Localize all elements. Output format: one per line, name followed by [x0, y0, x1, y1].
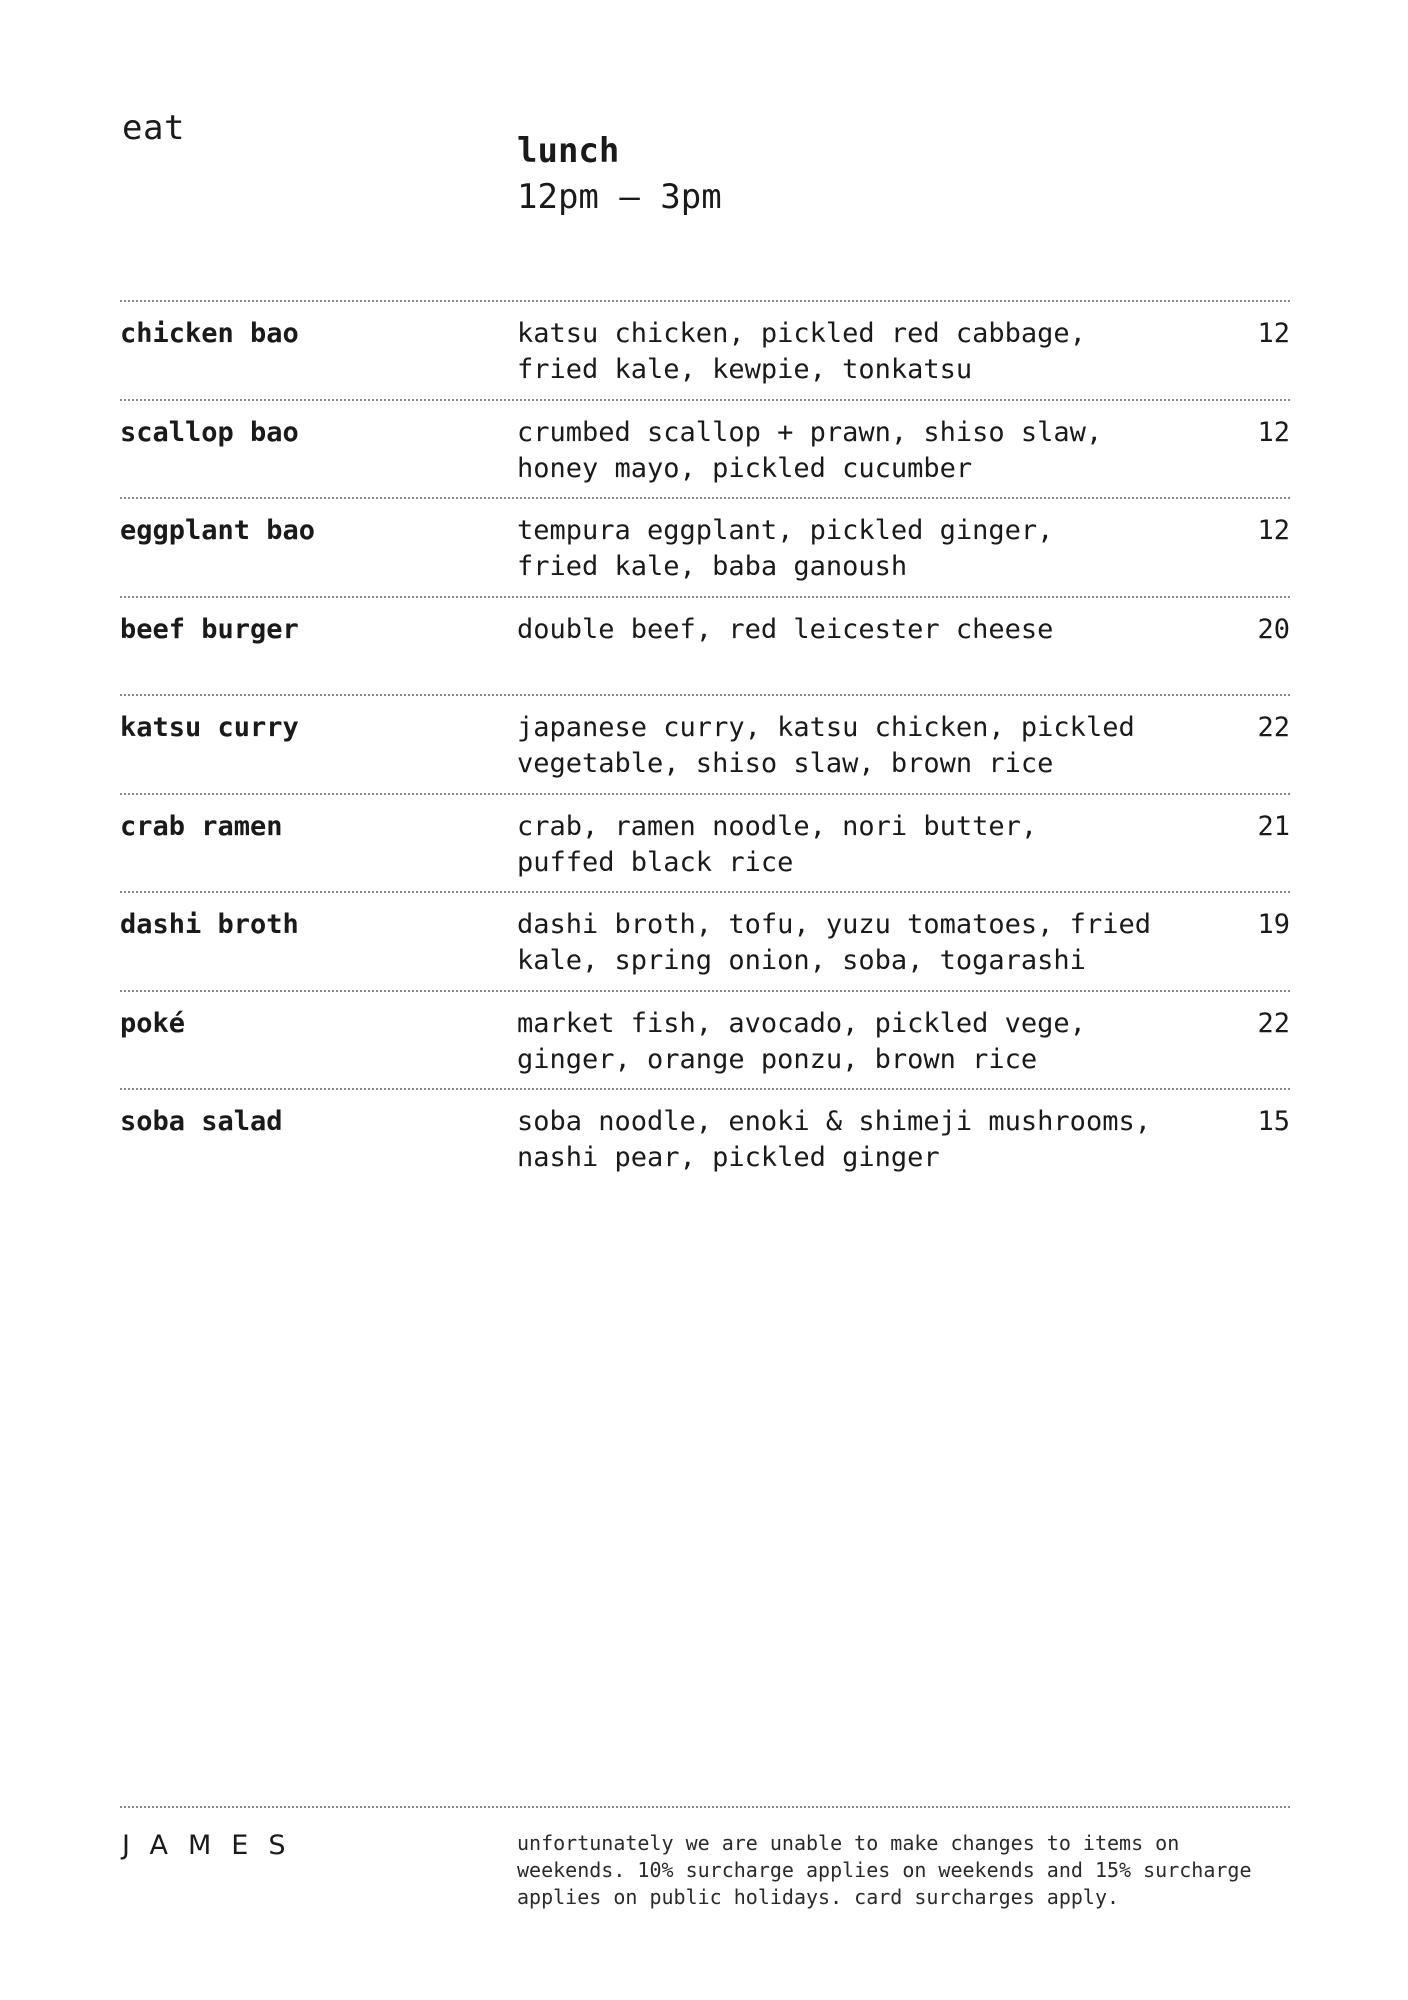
menu-row	[120, 891, 1290, 990]
dish-name: crab ramen	[120, 810, 283, 842]
dish-description: dashi broth, tofu, yuzu tomatoes, fried kale, spring onion, soba, togarashi	[517, 909, 1151, 976]
dish-description: japanese curry, katsu chicken, pickled vegetable, shiso slaw, brown rice	[517, 712, 1135, 779]
dish-name: eggplant bao	[120, 515, 316, 546]
dish-description: market fish, avocado, pickled vege, ginger, orange ponzu, brown rice	[517, 1007, 1086, 1075]
meal-hours: 12pm — 3pm	[517, 177, 722, 217]
menu-row	[120, 1088, 1290, 1187]
menu-row	[120, 596, 1290, 695]
menu-row	[120, 990, 1290, 1089]
dish-price: 15	[1257, 1106, 1290, 1137]
dish-price: 20	[1257, 613, 1290, 645]
dish-price: 12	[1257, 416, 1290, 448]
dish-description: double beef, red leicester cheese	[517, 613, 1054, 645]
menu-row	[120, 694, 1290, 793]
dish-description: crumbed scallop + prawn, shiso slaw, honey mayo, pickled cucumber	[517, 416, 1103, 484]
dish-price: 21	[1257, 810, 1290, 842]
dish-description: soba noodle, enoki & shimeji mushrooms, nashi pear, pickled ginger	[517, 1106, 1151, 1173]
dish-name: soba salad	[120, 1106, 283, 1137]
dish-price: 22	[1257, 712, 1290, 743]
dish-name: katsu curry	[120, 712, 299, 743]
dish-name: poké	[120, 1007, 186, 1039]
dish-name: chicken bao	[120, 318, 299, 349]
footer-divider	[120, 1806, 1290, 1808]
dish-price: 12	[1257, 515, 1290, 546]
meal-block	[517, 128, 722, 220]
surcharge-notice: unfortunately we are unable to make changes to items on weekends. 10% surcharge applies on weekends and 15% surcharge applies on public holidays. card surcharges apply.	[517, 1831, 1252, 1909]
dish-price: 12	[1257, 318, 1290, 349]
dish-description: katsu chicken, pickled red cabbage, fried kale, kewpie, tonkatsu	[517, 318, 1086, 385]
menu-list	[120, 300, 1290, 1187]
dish-price: 19	[1257, 909, 1290, 940]
dish-name: beef burger	[120, 613, 299, 645]
menu-row	[120, 300, 1290, 399]
menu-row	[120, 793, 1290, 892]
dish-description: tempura eggplant, pickled ginger, fried kale, baba ganoush	[517, 515, 1054, 582]
dish-name: dashi broth	[120, 909, 299, 940]
dish-name: scallop bao	[120, 416, 299, 448]
page-label: eat	[122, 108, 185, 148]
meal-title: lunch	[517, 131, 620, 171]
brand-wordmark: JAMES	[122, 1830, 306, 1861]
menu-row	[120, 399, 1290, 498]
dish-price: 22	[1257, 1007, 1290, 1039]
menu-row	[120, 497, 1290, 596]
dish-description: crab, ramen noodle, nori butter, puffed black rice	[517, 810, 1038, 878]
